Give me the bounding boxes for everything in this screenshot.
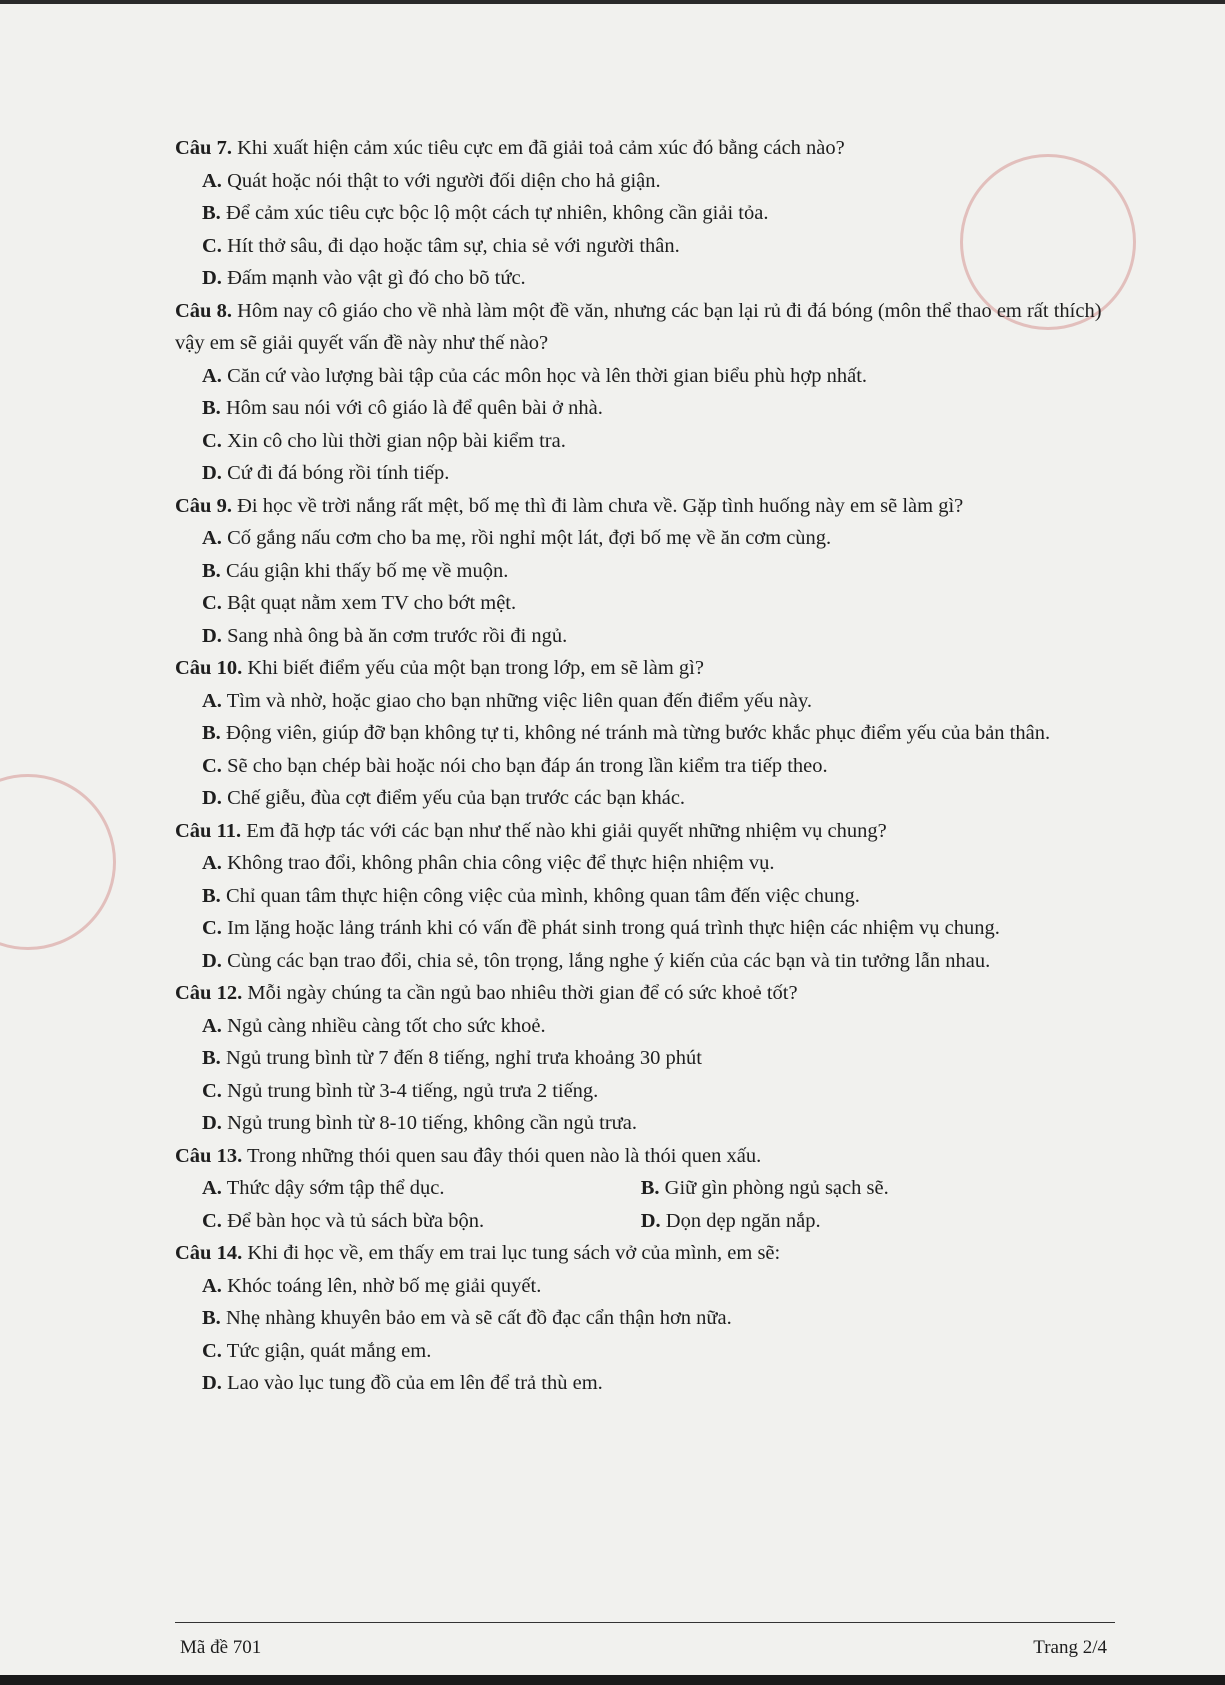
question-stem — [175, 295, 1105, 360]
question-stem — [175, 490, 1105, 523]
question-text: Khi xuất hiện cảm xúc tiêu cực em đã giải toả cảm xúc đó bằng cách nào? — [231, 137, 845, 159]
question-text: Mỗi ngày chúng ta cần ngủ bao nhiêu thời gian để có sức khoẻ tốt? — [242, 982, 798, 1004]
stamp-seal-left — [0, 774, 116, 950]
option-c: C. Xin cô cho lùi thời gian nộp bài kiểm tra. — [202, 429, 566, 452]
question-stem — [175, 977, 1105, 1010]
option-c: C. Hít thở sâu, đi dạo hoặc tâm sự, chia sẻ với người thân. — [202, 234, 680, 257]
option-a: A. Quát hoặc nói thật to với người đối diện cho hả giận. — [202, 169, 661, 192]
option-d: D. Lao vào lục tung đồ của em lên để trả thù em. — [202, 1372, 603, 1394]
option-row — [175, 1205, 1105, 1238]
option-d: D. Ngủ trung bình từ 8-10 tiếng, không cần ngủ trưa. — [202, 1112, 638, 1134]
question-number: Câu 14. — [175, 1242, 243, 1264]
question-7 — [175, 132, 1105, 295]
question-list — [175, 132, 1105, 1400]
option-c: C. Im lặng hoặc lảng tránh khi có vấn đề phát sinh trong quá trình thực hiện các nhiệm vụ chung. — [202, 917, 1000, 939]
option-a: A. Ngủ càng nhiều càng tốt cho sức khoẻ. — [202, 1014, 546, 1037]
page-number: Trang 2/4 — [1033, 1637, 1107, 1658]
option-c: C. Ngủ trung bình từ 3-4 tiếng, ngủ trưa 2 tiếng. — [202, 1079, 599, 1102]
question-14 — [175, 1237, 1105, 1400]
question-number: Câu 8. — [175, 299, 232, 322]
question-number: Câu 11. — [175, 819, 242, 842]
question-stem — [175, 1237, 1105, 1270]
option-a: A. Không trao đổi, không phân chia công việc để thực hiện nhiệm vụ. — [202, 852, 775, 874]
option-b: B. Nhẹ nhàng khuyên bảo em và sẽ cất đồ đạc cẩn thận hơn nữa. — [202, 1307, 732, 1329]
question-stem — [175, 815, 1105, 848]
option-b: B. Động viên, giúp đỡ bạn không tự ti, không né tránh mà từng bước khắc phục điểm yếu của bản thân. — [202, 722, 1051, 744]
option-b: B. Chỉ quan tâm thực hiện công việc của mình, không quan tâm đến việc chung. — [202, 884, 860, 907]
question-text: Hôm nay cô giáo cho về nhà làm một đề văn, nhưng các bạn lại rủ đi đá bóng (môn thể thao em rất thích) vậy em sẽ giải quyết vấn đề này như thế nào? — [175, 299, 1102, 354]
option-b: B. Cáu giận khi thấy bố mẹ về muộn. — [202, 559, 509, 582]
option-d: D. Chế giễu, đùa cợt điểm yếu của bạn trước các bạn khác. — [202, 787, 686, 809]
question-stem — [175, 652, 1105, 685]
question-text: Đi học về trời nắng rất mệt, bố mẹ thì đi làm chưa về. Gặp tình huống này em sẽ làm gì? — [231, 494, 964, 517]
question-text: Khi biết điểm yếu của một bạn trong lớp, em sẽ làm gì? — [242, 657, 704, 679]
option-a: A. Căn cứ vào lượng bài tập của các môn học và lên thời gian biểu phù hợp nhất. — [202, 364, 868, 387]
question-10 — [175, 652, 1105, 815]
option-a: A. Khóc toáng lên, nhờ bố mẹ giải quyết. — [202, 1274, 542, 1297]
option-c: C. Bật quạt nằm xem TV cho bớt mệt. — [202, 592, 517, 614]
option-b: B. Giữ gìn phòng ngủ sạch sẽ. — [640, 1177, 889, 1199]
question-12 — [175, 977, 1105, 1140]
question-9 — [175, 490, 1105, 653]
question-number: Câu 12. — [175, 982, 243, 1004]
question-text: Em đã hợp tác với các bạn như thế nào khi giải quyết những nhiệm vụ chung? — [241, 819, 887, 842]
footer-divider — [175, 1622, 1115, 1623]
option-row — [175, 1172, 1105, 1205]
question-stem — [175, 1140, 1105, 1173]
option-d: D. Cùng các bạn trao đổi, chia sẻ, tôn trọng, lắng nghe ý kiến của các bạn và tin tưởng lẫn nhau. — [202, 949, 991, 972]
question-number: Câu 9. — [175, 494, 232, 517]
question-text: Trong những thói quen sau đây thói quen nào là thói quen xấu. — [242, 1144, 762, 1167]
option-c: C. Tức giận, quát mắng em. — [202, 1339, 432, 1362]
option-d: D. Cứ đi đá bóng rồi tính tiếp. — [202, 462, 450, 484]
option-b: B. Ngủ trung bình từ 7 đến 8 tiếng, nghỉ trưa khoảng 30 phút — [202, 1047, 702, 1069]
option-c: C. Sẽ cho bạn chép bài hoặc nói cho bạn đáp án trong lần kiểm tra tiếp theo. — [202, 754, 828, 777]
question-number: Câu 7. — [175, 137, 232, 159]
option-a: A. Cố gắng nấu cơm cho ba mẹ, rồi nghỉ một lát, đợi bố mẹ về ăn cơm cùng. — [202, 527, 832, 549]
question-stem — [175, 132, 1105, 165]
option-a: A. Tìm và nhờ, hoặc giao cho bạn những việc liên quan đến điểm yếu này. — [202, 689, 813, 712]
exam-code: Mã đề 701 — [180, 1637, 262, 1658]
question-11 — [175, 815, 1105, 978]
question-13 — [175, 1140, 1105, 1238]
option-d: D. Đấm mạnh vào vật gì đó cho bõ tức. — [202, 267, 526, 289]
option-d: D. Dọn dẹp ngăn nắp. — [640, 1209, 821, 1232]
option-b: B. Hôm sau nói với cô giáo là để quên bài ở nhà. — [202, 397, 603, 419]
question-number: Câu 13. — [175, 1144, 243, 1167]
option-c: C. Để bàn học và tủ sách bừa bộn. — [202, 1209, 485, 1232]
option-b: B. Để cảm xúc tiêu cực bộc lộ một cách tự nhiên, không cần giải tỏa. — [202, 202, 769, 224]
option-a: A. Thức dậy sớm tập thể dục. — [202, 1177, 445, 1199]
option-d: D. Sang nhà ông bà ăn cơm trước rồi đi ngủ. — [202, 624, 568, 647]
question-8 — [175, 295, 1105, 490]
question-text: Khi đi học về, em thấy em trai lục tung sách vở của mình, em sẽ: — [242, 1242, 781, 1264]
question-number: Câu 10. — [175, 657, 243, 679]
